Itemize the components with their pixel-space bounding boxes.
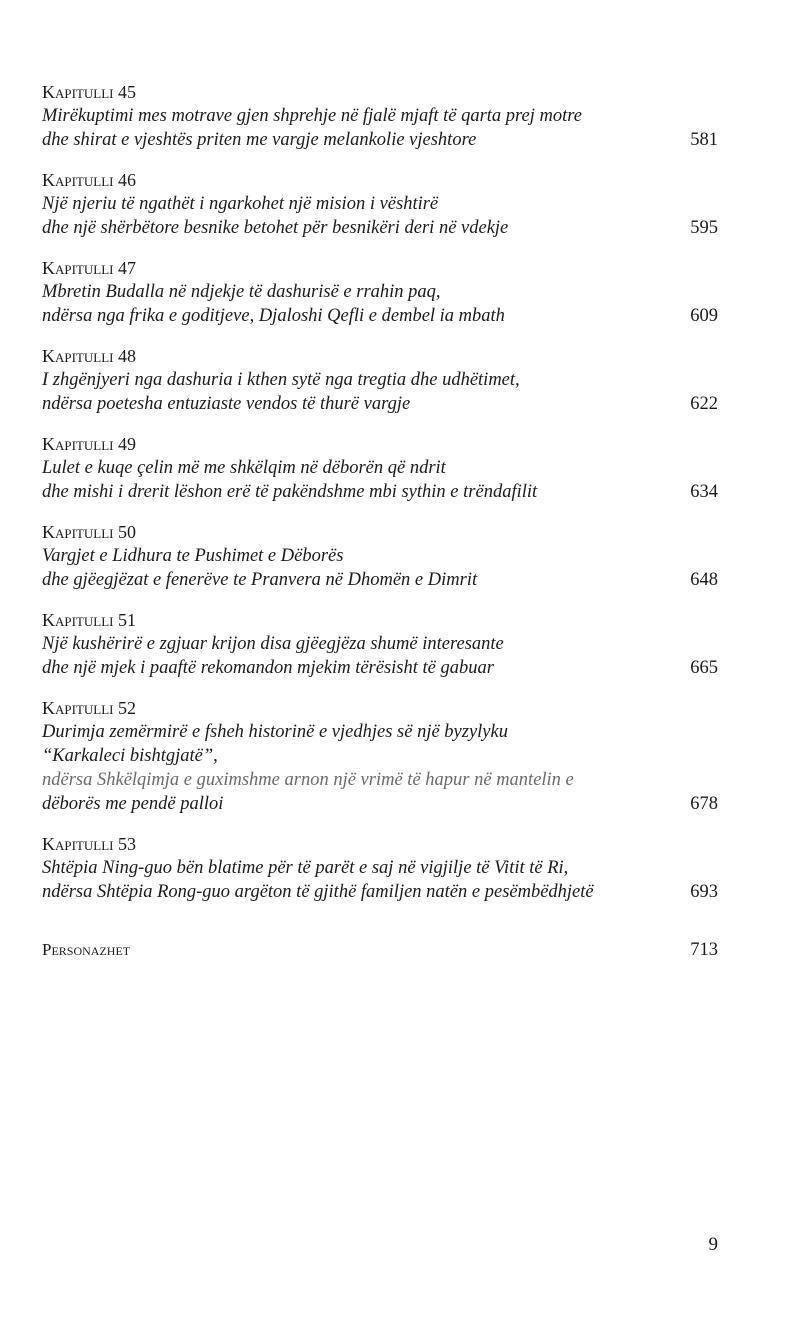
chapter-title-line: I zhgënjyeri nga dashuria i kthen sytë nga tregtia dhe udhëtimet, <box>42 370 520 390</box>
chapter-title-line: ndërsa Shtëpia Rong-guo argëton të gjithë familjen natën e pesëmbëdhjetë <box>42 882 594 902</box>
characters-label: Personazhet <box>42 940 131 959</box>
chapter-title-line: ndërsa poetesha entuziaste vendos të thurë vargje <box>42 394 411 414</box>
toc-entry <box>42 520 718 592</box>
chapter-title-line: Një kushërirë e zgjuar krijon disa gjëegjëza shumë interesante <box>42 634 504 654</box>
toc-entry <box>42 344 718 416</box>
chapter-title-line: Mbretin Budalla në ndjekje të dashurisë e rrahin paq, <box>42 282 441 302</box>
chapter-title-line: Vargjet e Lidhura te Pushimet e Dëborës <box>42 546 344 566</box>
chapter-label: Kapitulli 47 <box>42 258 136 278</box>
toc-entry <box>42 432 718 504</box>
toc-entry-characters <box>42 938 718 962</box>
page-number: 713 <box>690 940 718 960</box>
chapter-title-line: dhe një mjek i paaftë rekomandon mjekim tërësisht të gabuar <box>42 658 494 678</box>
chapter-title-line: Një njeriu të ngathët i ngarkohet një mision i vështirë <box>42 194 439 214</box>
chapter-title-line: dëborës me pendë palloi <box>42 794 224 814</box>
table-of-contents <box>42 80 718 962</box>
toc-entry <box>42 832 718 904</box>
toc-entry <box>42 80 718 152</box>
chapter-label: Kapitulli 53 <box>42 834 136 854</box>
chapter-label: Kapitulli 51 <box>42 610 136 630</box>
chapter-title-line: dhe gjëegjëzat e fenerëve te Pranvera në Dhomën e Dimrit <box>42 570 478 590</box>
chapter-title-line: Durimja zemërmirë e fsheh historinë e vjedhjes së një byzylyku <box>42 722 508 742</box>
page-number: 609 <box>690 306 718 326</box>
page-number: 581 <box>690 130 718 150</box>
chapter-title-line: dhe mishi i drerit lëshon erë të pakëndshme mbi sythin e trëndafilit <box>42 482 538 502</box>
chapter-label: Kapitulli 49 <box>42 434 136 454</box>
page-number: 648 <box>690 570 718 590</box>
toc-entry <box>42 608 718 680</box>
page-number: 678 <box>690 794 718 814</box>
page-number: 634 <box>690 482 718 502</box>
chapter-title-line: ndërsa nga frika e goditjeve, Djaloshi Qefli e dembel ia mbath <box>42 306 505 326</box>
toc-entry <box>42 256 718 328</box>
chapter-title-line: dhe shirat e vjeshtës priten me vargje melankolie vjeshtore <box>42 130 477 150</box>
chapter-label: Kapitulli 52 <box>42 698 136 718</box>
chapter-title-line: Shtëpia Ning-guo bën blatime për të parët e saj në vigjilje të Vitit të Ri, <box>42 858 569 878</box>
page-number: 622 <box>690 394 718 414</box>
page-number: 665 <box>690 658 718 678</box>
chapter-label: Kapitulli 45 <box>42 82 136 102</box>
chapter-title-line: Mirëkuptimi mes motrave gjen shprehje në fjalë mjaft të qarta prej motre <box>42 106 582 126</box>
chapter-label: Kapitulli 46 <box>42 170 136 190</box>
chapter-title-line: Lulet e kuqe çelin më me shkëlqim në dëborën që ndrit <box>42 458 446 478</box>
page-number: 595 <box>690 218 718 238</box>
chapter-title-line: ndërsa Shkëlqimja e guximshme arnon një vrimë të hapur në mantelin e <box>42 770 574 790</box>
chapter-label: Kapitulli 50 <box>42 522 136 542</box>
toc-entry <box>42 696 718 816</box>
page-number: 693 <box>690 882 718 902</box>
toc-entry <box>42 168 718 240</box>
chapter-label: Kapitulli 48 <box>42 346 136 366</box>
chapter-title-line: dhe një shërbëtore besnike betohet për besnikëri deri në vdekje <box>42 218 509 238</box>
chapter-title-line: “Karkaleci bishtgjatë”, <box>42 746 218 766</box>
folio-page-number: 9 <box>708 1234 718 1255</box>
